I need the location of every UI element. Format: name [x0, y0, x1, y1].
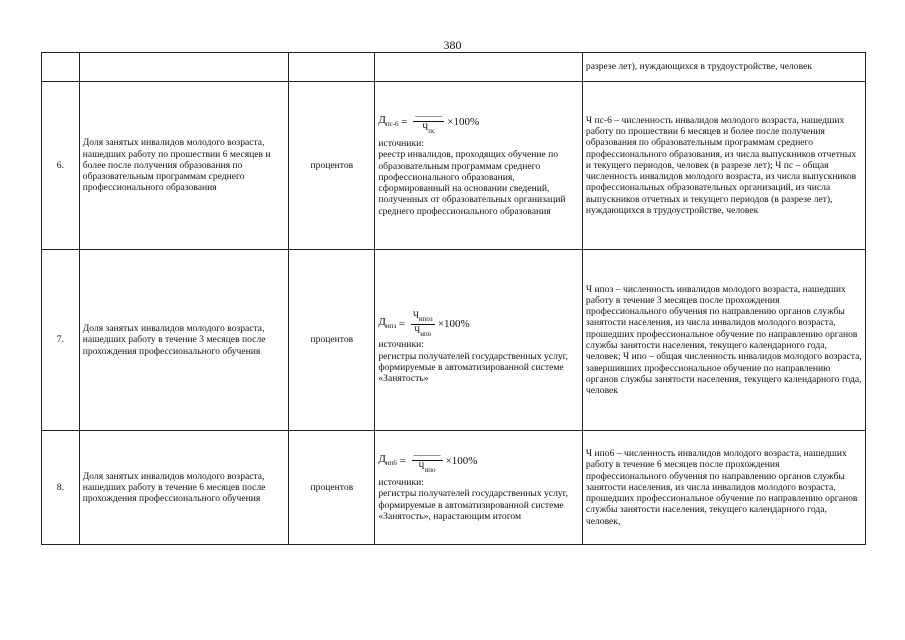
row-number-cell: 6.: [42, 82, 80, 250]
notes-cell: Ч ипо6 – численность инвалидов молодого возраста, нашедших работу в течение 6 месяцев после прохождения профессионального обучения по направлению органов службы занятости населения, из числа инвалидов молодого возраста, прошедших профессиональное обучение по направлению органов службы занятости населения, текущего календарного года, человек,: [582, 431, 865, 545]
table-row: [42, 82, 866, 250]
unit-cell: процентов: [289, 82, 375, 250]
formula-multiplier: ×100%: [447, 116, 480, 129]
formula-lhs: $Д_{пс-6}$: [378, 114, 399, 129]
unit-cell: процентов: [289, 250, 375, 431]
method-cell: [375, 431, 583, 545]
formula: $Д_{ип6}$ = $\frac{———}{Ч_{ипо}}$ ×100%: [378, 449, 478, 474]
formula-lhs: $Д_{ипз}$: [378, 315, 397, 330]
table-row: [42, 53, 866, 82]
indicator-name-cell: [79, 53, 289, 82]
sources-label: источники:: [378, 476, 424, 488]
formula-denominator: $Ч_{ипо}$: [418, 460, 436, 474]
method-cell: [375, 250, 583, 431]
notes-cell: Ч ипоз – численность инвалидов молодого возраста, нашедших работу в течение 3 месяцев после прохождения профессионального обучения по направлению органов службы занятости населения, из числа инвалидов молодого возраста, прошедших профессиональное обучение по направлению органов службы занятости населения, текущего календарного года, человек; Ч ипо – общая численность инвалидов молодого возраста, завершивших профессиональное обучение по направлению органов службы занятости населения, текущего календарного года, человек: [582, 250, 865, 431]
formula-fraction: [411, 310, 435, 339]
sources-label: источники:: [378, 137, 424, 149]
notes-cell: Ч пс-6 – численность инвалидов молодого возраста, нашедших работу по прошествии 6 месяцев и более после получения образования по образовательным программам среднего профессионального образования, из числа выпускников отчетных и текущего периодов, человек (в разрезе лет); Ч пс – общая численность инвалидов молодого возраста, из числа выпускников профессиональных образовательных организаций, из числа выпускников отчетных и текущего периодов (в разрезе лет), нуждающихся в трудоустройстве, человек: [582, 82, 865, 250]
indicator-name-cell: Доля занятых инвалидов молодого возраста, нашедших работу в течение 3 месяцев после прохождения профессионального обучения: [79, 250, 289, 431]
table-row: [42, 431, 866, 545]
unit-cell: [289, 53, 375, 82]
formula-multiplier: ×100%: [445, 455, 478, 468]
sources-text: реестр инвалидов, проходящих обучение по образовательным программам среднего профессионального образования, сформированный на основании сведений, полученных от образовательных организаций среднего профессионального образования: [378, 149, 566, 217]
method-cell: [375, 82, 583, 250]
formula-denominator: $Ч_{ипо}$: [414, 324, 432, 338]
sources-text: регистры получателей государственных услуг, формируемые в автоматизированной системе «Занятость», нарастающим итогом: [378, 488, 568, 522]
row-number-cell: 8.: [42, 431, 80, 545]
indicators-table: [41, 52, 866, 545]
notes-cell: разрезе лет), нуждающихся в трудоустройстве, человек: [582, 53, 865, 82]
formula-multiplier: ×100%: [437, 317, 470, 330]
row-number-cell: 7.: [42, 250, 80, 431]
method-cell: [375, 53, 583, 82]
indicator-name-cell: Доля занятых инвалидов молодого возраста, нашедших работу в течение 6 месяцев после прохождения профессионального обучения: [79, 431, 289, 545]
page-number: 380: [443, 38, 462, 52]
formula-lhs: $Д_{ип6}$: [378, 453, 397, 468]
formula-numerator: $Ч_{ипоз}$: [411, 310, 435, 325]
formula-numerator: ———: [415, 110, 443, 121]
formula: $Д_{ипз}$ = $\frac{Ч_{ипоз}}{Ч_{ипо}}$ ×100%: [378, 310, 470, 338]
indicator-name-cell: Доля занятых инвалидов молодого возраста, нашедших работу по прошествии 6 месяцев и более после получения образования по образовательным программам среднего профессионального образования: [79, 82, 289, 250]
row-number-cell: [42, 53, 80, 82]
formula-fraction: [413, 111, 444, 136]
sources-text: регистры получателей государственных услуг, формируемые в автоматизированной системе «Занятость»: [378, 350, 568, 385]
unit-cell: процентов: [289, 431, 375, 545]
formula-fraction: [412, 450, 443, 475]
formula-numerator: ———: [413, 449, 441, 460]
formula: $Д_{пс-6}$ = $\frac{———}{Ч_{пс}}$ ×100%: [378, 110, 480, 135]
formula-denominator: $Ч_{пс}$: [422, 121, 436, 135]
sources-label: источники:: [378, 339, 424, 351]
table-row: [42, 250, 866, 431]
